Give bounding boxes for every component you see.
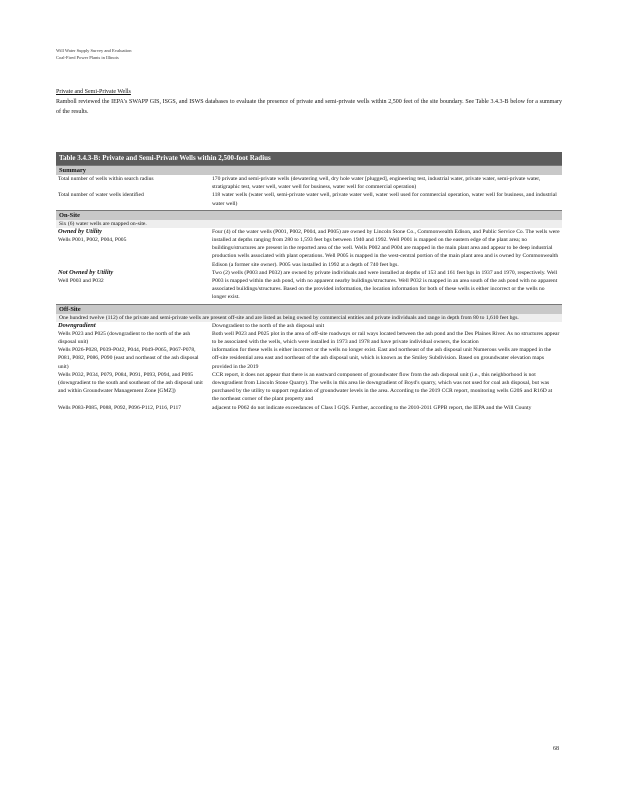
offsite-row-4-text: adjacent to P062 do not indicate exceedances of Class I GQS. Further, according to the 2010-2011 GPPB report, the IEPA and the Will County <box>212 404 532 411</box>
offsite-row-1-heading: Downgradient to the north of the ash disposal unit <box>212 322 325 329</box>
intro-paragraph: Ramboll reviewed the IEPA's SWAPP GIS, ISGS, and ISWS databases to evaluate the presence of private and semi-private wells within 2,500 feet of the site boundary. See Table 3.4.3-B below for a summary of the results. <box>56 99 562 115</box>
offsite-band: Off-Site <box>56 304 562 314</box>
table-row <box>56 269 562 302</box>
offsite-row-1-label: Wells P023 and P025 (downgradient to the north of the ash disposal unit) <box>58 330 191 346</box>
table-row <box>56 191 562 207</box>
owned-wells-text: Four (4) of the water wells (P001, P002, P004, and P005) are owned by Lincoln Stone Co., Commonwealth Edison, and Public Service Co. The wells were installed at depths ranging from 280 to 1,593 feet bgs between 1940 and 1992. Well P001 is mapped on the eastern edge of the plant area; no buildings/structures are present in the reported area of the well. Wells P002 and P004 are mapped in the main plant area and appear to be deep industrial production wells associated with plant operations. Well P005 is mapped in the west-central portion of the main plant area and is owned by Commonwealth Edison (a former site owner). P005 was installed in 1992 at a depth of 740 feet bgs. <box>212 228 560 268</box>
not-owned-wells-label: Well P003 and P032 <box>58 278 104 285</box>
private-wells-table <box>56 152 562 412</box>
table-row <box>56 346 562 371</box>
table-row <box>56 175 562 191</box>
summary-water-value: 118 water wells (water well, semi-private water well, private water well, water well used for commercial operation, water well for business, and industrial water well) <box>212 192 557 207</box>
not-owned-heading: Not Owned by Utility <box>58 268 114 276</box>
offsite-row-3-label: Wells P032, P034, P079, P084, P091, P093, P094, and P095 (downgradient to the south and southeast of the ash disposal unit and within Groundwater Management Zone [GMZ]) <box>58 371 203 395</box>
summary-water-label: Total number of water wells identified <box>58 192 144 199</box>
header-line-1: Will Water Supply Survey and Evaluation <box>56 48 132 53</box>
offsite-note: One hundred twelve (112) of the private and semi-private wells are present off-site and are listed as being owned by commercial entities and private individuals and range in depth from 80 to 1,610 feet bgs. <box>56 314 562 322</box>
offsite-row-2-label: Wells P026-P028, P039-P042, P044, P049-P065, P067-P078, P081, P082, P086, P090 (east and northeast of the ash disposal unit) <box>58 347 199 370</box>
owned-wells-label: Wells P001, P002, P004, P005 <box>58 237 127 244</box>
owned-heading: Owned by Utility <box>58 227 103 235</box>
onsite-band: On-Site <box>56 210 562 220</box>
section-title: Private and Semi-Private Wells <box>56 89 131 95</box>
downgradient-heading: Downgradient <box>58 321 96 329</box>
offsite-row-4-label: Wells P083-P085, P088, P092, P096-P112, P116, P117 <box>58 404 182 411</box>
summary-band: Summary <box>56 166 562 176</box>
running-header <box>56 47 132 61</box>
table-row <box>56 404 562 412</box>
summary-total-label: Total number of wells within search radius <box>58 176 154 182</box>
table-title: Table 3.4.3-B: Private and Semi-Private Wells within 2,500-foot Radius <box>56 152 562 166</box>
table-row <box>56 322 562 347</box>
page-number: 68 <box>553 746 559 752</box>
header-line-2: Coal-Fired Power Plants in Illinois <box>56 55 119 60</box>
not-owned-wells-text: Two (2) wells (P003 and P032) are owned by private individuals and were installed at depths of 153 and 161 feet bgs in 1937 and 1970, respectively. Well P003 is mapped within the ash pond, with no apparent nearby buildings/structures. Well P032 is mapped in an area south of the ash pond with no apparent associated buildings/structures. Based on the provided information, the location information for both of these wells is either incorrect or the wells no longer exist. <box>212 269 558 301</box>
offsite-row-1-text: Both well P023 and P025 plot in the area of off-site roadways or rail ways located between the ash pond and the Des Plaines River. As no structures appear to be associated with the wells, which were installed in 1973 and 1978 and have private individual owners, the location <box>212 330 560 346</box>
offsite-row-3-text: CCR report, it does not appear that there is an eastward component of groundwater flow from the ash disposal unit (i.e., this neighborhood is not downgradient from Lincoln Stone Quarry). The wells in this area lie downgradient of Boyd's quarry, which was not used for coal ash disposal, but was purchased by the utility to support regulation of groundwater levels in the area. According to the 2019 CCR report, monitoring wells G20S and R16D at the northeast corner of the plant property and <box>212 371 553 403</box>
offsite-row-2-text: information for these wells is either incorrect or the wells no longer exist. East and northeast of the ash disposal unit Numerous wells are mapped in the off-site residential area east and northeast of the ash disposal unit, which is known as the Smiley Subdivision. Based on groundwater elevation maps provided in the 2019 <box>212 347 552 370</box>
table-row <box>56 371 562 404</box>
table-row <box>56 228 562 269</box>
onsite-note: Six (6) water wells are mapped on-site. <box>56 220 562 228</box>
summary-total-value: 170 private and semi-private wells (dewatering well, dry hole water [plugged], engineering test, industrial water, private water, semi-private water, stratigraphic test, water well, water well for business, water well for commercial operation) <box>212 176 541 191</box>
